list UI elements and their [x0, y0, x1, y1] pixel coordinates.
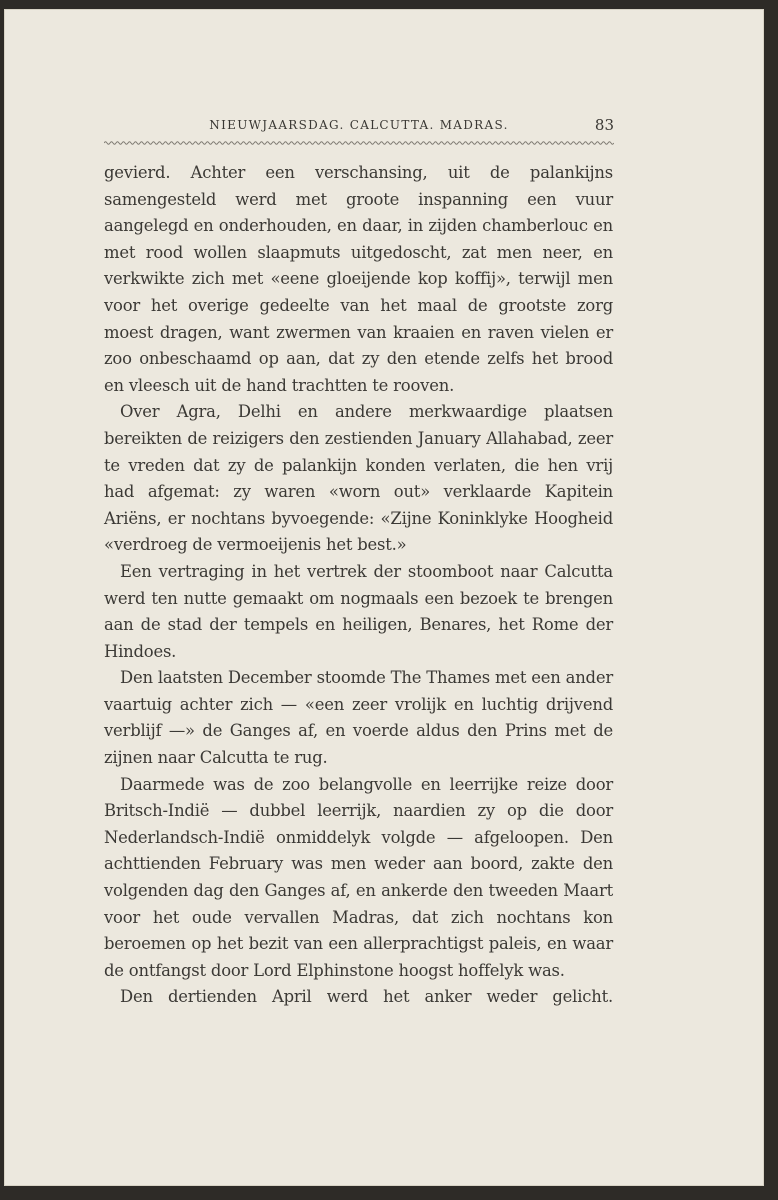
- paragraph-benares: Een vertraging in het vertrek der stoomboot naar Calcutta werd ten nutte gemaakt om nogmaals een bezoek te brengen aan de stad der tempels en heiligen, Benares, het Rome der Hindoes.: [104, 561, 613, 661]
- body-text: [104, 160, 613, 1011]
- page-number: 83: [594, 116, 614, 134]
- paragraph-april: Den dertienden April werd het anker weder gelicht.: [120, 987, 613, 1007]
- running-header: [104, 116, 614, 138]
- paragraph-agra: Over Agra, Delhi en andere merkwaardige plaatsen bereikten de reizigers den zestienden January Allahabad, zeer te vreden dat zy de palankijn konden verlaten, die hen vrij had afgemat: zy waren «worn out» verklaarde Kapitein Ariëns, er nochtans byvoegende: «Zijne Koninklyke Hoogheid «verdroeg de vermoeijenis het best.»: [104, 402, 613, 555]
- header-wavy-rule: [104, 139, 614, 147]
- paragraph-thames: Den laatsten December stoomde The Thames met een ander vaartuig achter zich — «een zeer vrolijk en luchtig drijvend verblijf —» de Ganges af, en voerde aldus den Prins met de zijnen naar Calcutta te rug.: [104, 668, 613, 768]
- paragraph-continued: gevierd. Achter een verschansing, uit de palankijns samengesteld werd met groote inspanning een vuur aangelegd en onderhouden, en daar, in zijden chamberlouc en met rood wollen slaapmuts uitgedoscht, zat men neer, en verkwikte zich met «eene gloeijende kop koffij», terwijl men voor het overige gedeelte van het maal de grootste zorg moest dragen, want zwermen van kraaien en raven vielen er zoo onbeschaamd op aan, dat zy den etende zelfs het brood en vleesch uit de hand trachtten te rooven.: [104, 163, 613, 395]
- paragraph-madras: Daarmede was de zoo belangvolle en leerrijke reize door Britsch-Indië — dubbel leerrijk, naardien zy op die door Nederlandsch-Indië onmiddelyk volgde — afgeloopen. Den achttienden February was men weder aan boord, zakte den volgenden dag den Ganges af, en ankerde den tweeden Maart voor het oude vervallen Madras, dat zich nochtans kon beroemen op het bezit van een allerprachtigst paleis, en waar de ontfangst door Lord Elphinstone hoogst hoffelyk was.: [104, 774, 613, 980]
- running-title: NIEUWJAARSDAG. CALCUTTA. MADRAS.: [209, 118, 509, 132]
